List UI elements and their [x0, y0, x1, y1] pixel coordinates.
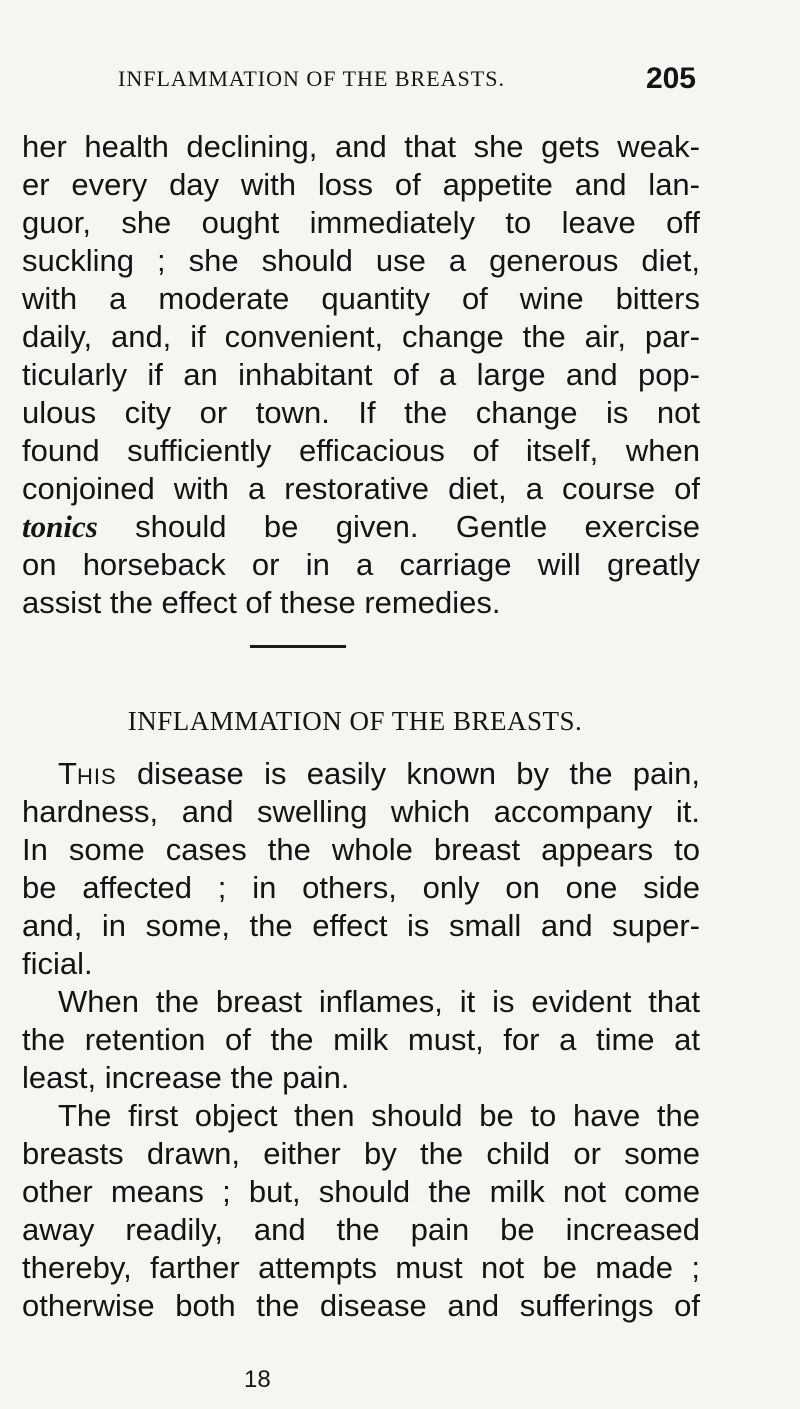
text-line: otherwise both the disease and sufferings of [22, 1288, 700, 1323]
text-line: assist the effect of these remedies. [22, 585, 501, 620]
running-head [118, 62, 696, 102]
text-line: on horseback or in a carriage will greatly [22, 547, 700, 582]
text-line [22, 508, 700, 546]
running-title: INFLAMMATION OF THE BREASTS. [118, 66, 505, 91]
text-line: conjoined with a restorative diet, a course of [22, 471, 700, 506]
text-line-rest: should be given. Gentle exercise [97, 509, 700, 544]
text-line: breasts drawn, either by the child or some [22, 1136, 700, 1171]
small-caps-word: HIS [76, 764, 117, 789]
text-line: the retention of the milk must, for a time at [22, 1022, 700, 1057]
text-line: thereby, farther attempts must not be made ; [22, 1250, 700, 1285]
section-divider [250, 645, 346, 648]
text-line: When the breast inflames, it is evident that [58, 984, 700, 1019]
text-line: In some cases the whole breast appears to [22, 832, 700, 867]
text-line: found sufficiently efficacious of itself, when [22, 433, 700, 468]
text-line: er every day with loss of appetite and lan- [22, 167, 700, 202]
text-line: away readily, and the pain be increased [22, 1212, 700, 1247]
text-line: ticularly if an inhabitant of a large and pop- [22, 357, 700, 392]
italic-word: tonics [22, 509, 98, 544]
drop-word-initial: T [58, 756, 77, 791]
signature-mark: 18 [244, 1366, 271, 1393]
text-line: be affected ; in others, only on one side [22, 870, 700, 905]
text-line [58, 755, 700, 793]
text-line: daily, and, if convenient, change the air, par- [22, 319, 700, 354]
text-line: hardness, and swelling which accompany it. [22, 794, 700, 829]
text-line: other means ; but, should the milk not come [22, 1174, 700, 1209]
text-line: ulous city or town. If the change is not [22, 395, 700, 430]
text-line: her health declining, and that she gets weak- [22, 129, 700, 164]
page-number: 205 [645, 62, 696, 95]
text-line: suckling ; she should use a generous diet, [22, 243, 700, 278]
text-line: guor, she ought immediately to leave off [22, 205, 700, 240]
text-line: with a moderate quantity of wine bitters [22, 281, 700, 316]
text-line: ficial. [22, 946, 93, 981]
text-line: least, increase the pain. [22, 1060, 350, 1095]
text-line: and, in some, the effect is small and super- [22, 908, 700, 943]
section-heading: INFLAMMATION OF THE BREASTS. [127, 706, 583, 736]
text-line-rest: disease is easily known by the pain, [116, 756, 700, 791]
text-line: The first object then should be to have the [58, 1098, 700, 1133]
